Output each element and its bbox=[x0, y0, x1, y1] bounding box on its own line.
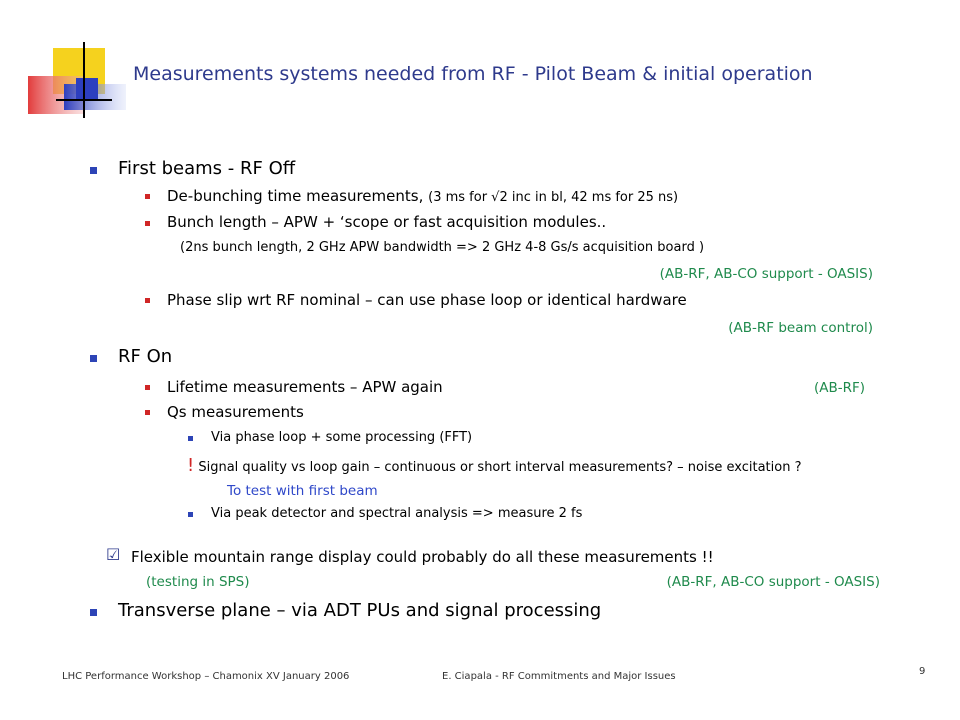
item-main: De-bunching time measurements, bbox=[167, 187, 424, 205]
sub-item: Via phase loop + some processing (FFT) bbox=[211, 430, 473, 445]
section-heading: First beams - RF Off bbox=[118, 158, 296, 179]
bullet-icon bbox=[145, 194, 150, 199]
sub-item: Via peak detector and spectral analysis => measure 2 fs bbox=[211, 506, 583, 521]
bullet-icon bbox=[145, 221, 150, 226]
warning-text: Signal quality vs loop gain – continuous or short interval measurements? – noise excitation ? bbox=[198, 460, 802, 475]
followup-note: To test with first beam bbox=[227, 483, 378, 499]
footer-center: E. Ciapala - RF Commitments and Major Issues bbox=[442, 671, 676, 682]
list-item bbox=[167, 187, 678, 205]
list-item: Phase slip wrt RF nominal – can use phase loop or identical hardware bbox=[167, 291, 687, 309]
support-note: (AB-RF, AB-CO support - OASIS) bbox=[659, 266, 873, 282]
exclamation-icon: ! bbox=[187, 455, 195, 476]
bullet-icon bbox=[188, 436, 193, 441]
list-item: Bunch length – APW + ‘scope or fast acquisition modules.. bbox=[167, 213, 607, 231]
bullet-icon bbox=[145, 385, 150, 390]
page-number: 9 bbox=[919, 666, 926, 677]
section-heading: RF On bbox=[118, 346, 173, 367]
bullet-icon bbox=[145, 298, 150, 303]
bullet-icon bbox=[188, 512, 193, 517]
section-heading: Transverse plane – via ADT PUs and signal processing bbox=[118, 600, 602, 621]
check-item-left-note: (testing in SPS) bbox=[146, 574, 250, 590]
bullet-icon bbox=[90, 355, 97, 362]
slide-title: Measurements systems needed from RF - Pilot Beam & initial operation bbox=[133, 63, 813, 85]
decorative-logo bbox=[0, 0, 140, 130]
list-item: Qs measurements bbox=[167, 403, 304, 421]
warning-line bbox=[187, 455, 802, 476]
bullet-icon bbox=[90, 609, 97, 616]
bullet-icon bbox=[90, 167, 97, 174]
footer-left: LHC Performance Workshop – Chamonix XV January 2006 bbox=[62, 671, 350, 682]
item-detail: (3 ms for √2 inc in bl, 42 ms for 25 ns) bbox=[428, 190, 679, 205]
support-note: (AB-RF) bbox=[814, 380, 866, 396]
checkbox-icon: ☑ bbox=[106, 545, 121, 564]
item-note: (2ns bunch length, 2 GHz APW bandwidth => 2 GHz 4-8 Gs/s acquisition board ) bbox=[180, 240, 705, 255]
check-item-right-note: (AB-RF, AB-CO support - OASIS) bbox=[666, 574, 880, 590]
list-item: Lifetime measurements – APW again bbox=[167, 378, 443, 396]
check-item-text: Flexible mountain range display could probably do all these measurements !! bbox=[131, 548, 714, 566]
bullet-icon bbox=[145, 410, 150, 415]
support-note: (AB-RF beam control) bbox=[728, 320, 873, 336]
